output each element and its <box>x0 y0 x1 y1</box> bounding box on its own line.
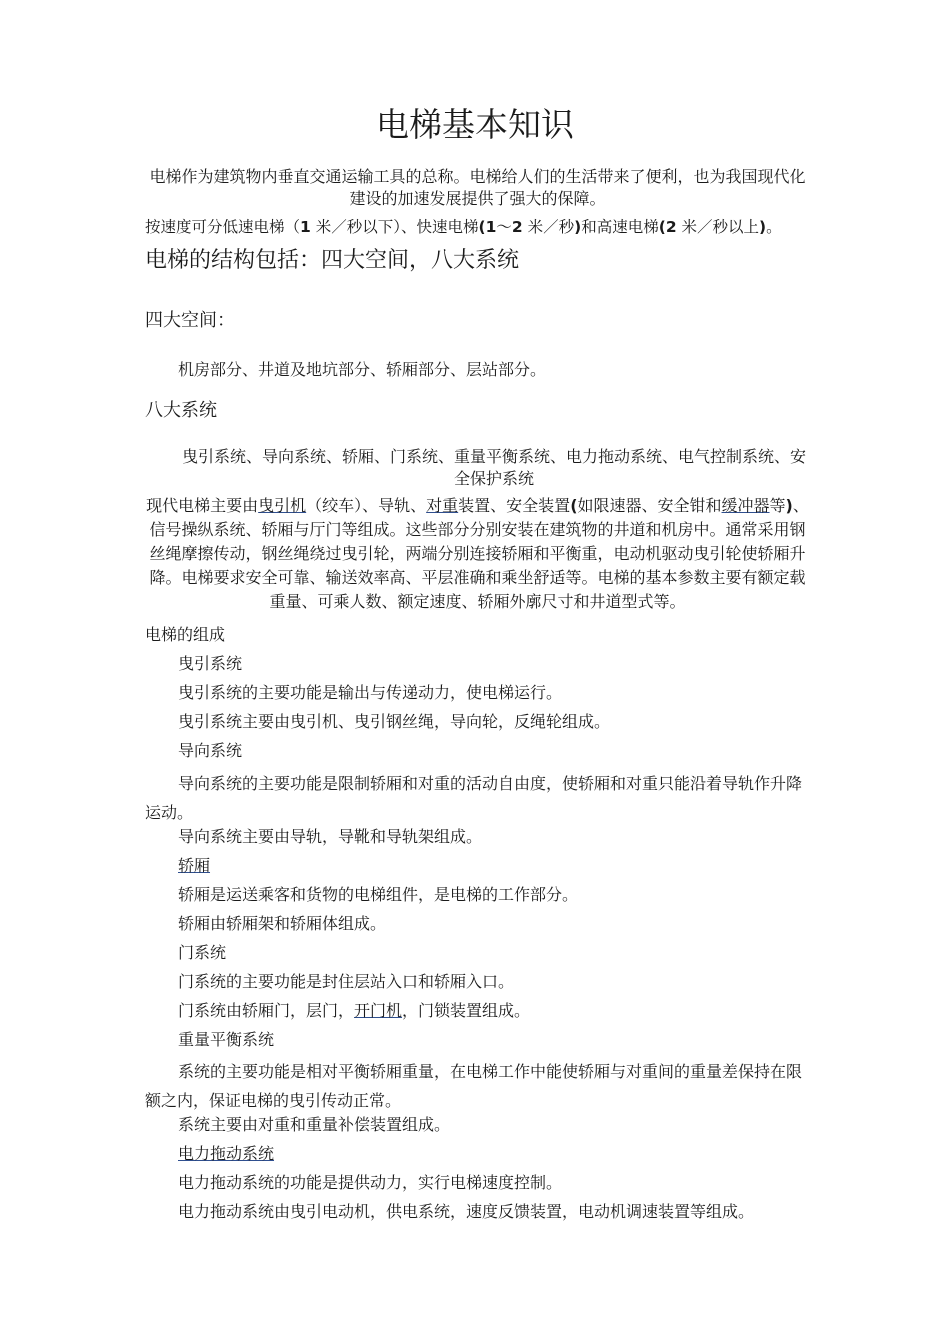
guide-heading: 导向系统 <box>178 741 243 760</box>
systems-text: 曳引系统、导向系统、轿厢、门系统、重量平衡系统、电力拖动系统、电气控制系统、安全保护系统 <box>181 447 806 488</box>
traction-function: 曳引系统的主要功能是输出与传递动力，使电梯运行。 <box>178 683 563 702</box>
link-car[interactable]: 轿厢 <box>178 856 211 875</box>
systems-heading: 八大系统 <box>145 400 217 421</box>
traction-heading: 曳引系统 <box>178 654 243 673</box>
speed-paragraph: 按速度可分低速电梯（1 米／秒以下）、快速电梯(1～2 米／秒)和高速电梯(2 米／秒以上)。 <box>145 218 782 236</box>
drive-function: 电力拖动系统的功能是提供动力，实行电梯速度控制。 <box>178 1173 563 1192</box>
car-composition: 轿厢由轿厢架和轿厢体组成。 <box>178 914 387 933</box>
link-counterweight[interactable]: 对重 <box>426 496 459 515</box>
balance-heading: 重量平衡系统 <box>178 1030 275 1049</box>
guide-function: 导向系统的主要功能是限制轿厢和对重的活动自由度，使轿厢和对重只能沿着导轨作升降运动。 <box>145 774 803 822</box>
composition-heading: 电梯的组成 <box>145 625 226 644</box>
spaces-text: 机房部分、井道及地坑部分、轿厢部分、层站部分。 <box>178 360 547 379</box>
guide-composition: 导向系统主要由导轨，导靴和导轨架组成。 <box>178 827 483 846</box>
modern-paragraph: 现代电梯主要由曳引机（绞车）、导轨、对重装置、安全装置(如限速器、安全钳和缓冲器等)、信号操纵系统、轿厢与厅门等组成。这些部分分别安装在建筑物的井道和机房中。通常采用钢丝绳摩擦传动，钢丝绳绕过曳引轮，两端分别连接轿厢和平衡重，电动机驱动曳引轮使轿厢升降。电梯要求安全可靠、输送效率高、平层准确和乘坐舒适等。电梯的基本参数主要有额定载重量、可乘人数、额定速度、轿厢外廓尺寸和井道型式等。 <box>146 496 809 611</box>
drive-heading <box>178 1143 274 1165</box>
drive-composition: 电力拖动系统由曳引电动机，供电系统，速度反馈装置，电动机调速装置等组成。 <box>178 1202 755 1221</box>
structure-heading: 电梯的结构包括：四大空间，八大系统 <box>145 248 520 273</box>
intro-paragraph: 电梯作为建筑物内垂直交通运输工具的总称。电梯给人们的生活带来了便利，也为我国现代化建设的加速发展提供了强大的保障。 <box>149 167 806 208</box>
balance-composition: 系统主要由对重和重量补偿装置组成。 <box>178 1115 451 1134</box>
car-function: 轿厢是运送乘客和货物的电梯组件，是电梯的工作部分。 <box>178 885 579 904</box>
link-buffer[interactable]: 缓冲器 <box>721 496 770 515</box>
traction-composition: 曳引系统主要由曳引机、曳引钢丝绳，导向轮，反绳轮组成。 <box>178 712 611 731</box>
balance-function: 系统的主要功能是相对平衡轿厢重量，在电梯工作中能使轿厢与对重间的重量差保持在限额之内，保证电梯的曳引传动正常。 <box>145 1062 803 1110</box>
door-function: 门系统的主要功能是封住层站入口和轿厢入口。 <box>178 972 515 991</box>
document-title: 电梯基本知识 <box>376 105 574 144</box>
spaces-heading: 四大空间： <box>145 310 235 331</box>
link-traction-machine[interactable]: 曳引机 <box>258 496 307 515</box>
door-heading: 门系统 <box>178 943 227 962</box>
car-heading <box>178 855 210 877</box>
door-composition: 门系统由轿厢门，层门，开门机，门锁装置组成。 <box>178 1001 531 1020</box>
link-electric-drive[interactable]: 电力拖动系统 <box>178 1144 275 1163</box>
link-door-operator[interactable]: 开门机 <box>354 1001 403 1020</box>
